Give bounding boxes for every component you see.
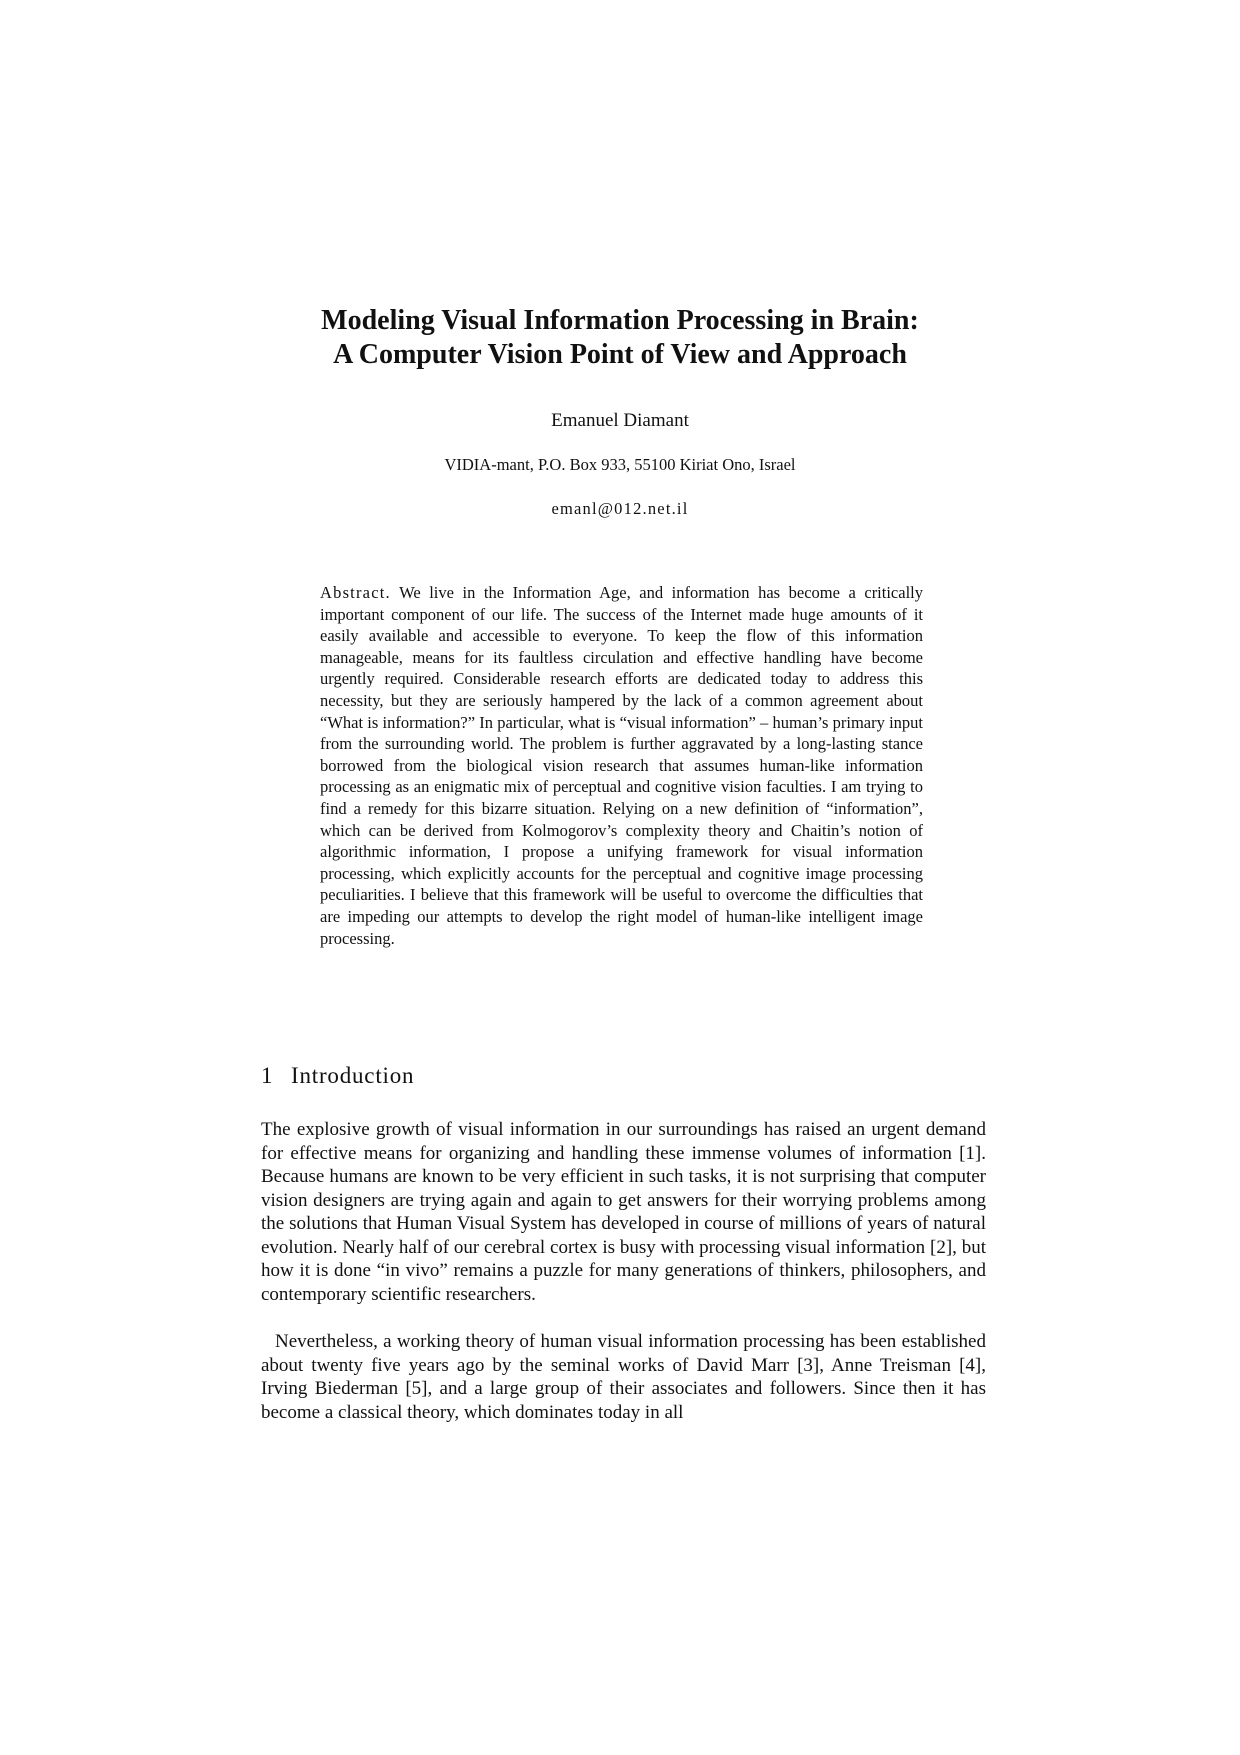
abstract-label: Abstract. <box>320 583 391 602</box>
author-email: emanl@012.net.il <box>551 499 689 518</box>
author-affiliation: VIDIA-mant, P.O. Box 933, 55100 Kiriat Ono, Israel <box>444 455 796 474</box>
paper-title-line-2: A Computer Vision Point of View and Approach <box>333 339 907 370</box>
paper-title-line-1: Modeling Visual Information Processing in Brain: <box>321 305 919 336</box>
abstract-text: We live in the Information Age, and information has become a critically important component of our life. The success of the Internet made huge amounts of it easily available and accessible to everyone. To keep the flow of this information manageable, means for its faultless circulation and effective handling have become urgently required. Considerable research efforts are dedicated today to address this necessity, but they are seriously hampered by the lack of a common agreement about “What is information?” In particular, what is “visual information” – human’s primary input from the surrounding world. The problem is further aggravated by a long-lasting stance borrowed from the biological vision research that assumes human-like information processing as an enigmatic mix of perceptual and cognitive vision faculties. I am trying to find a remedy for this bizarre situation. Relying on a new definition of “information”, which can be derived from Kolmogorov’s complexity theory and Chaitin’s notion of algorithmic information, I propose a unifying framework for visual information processing, which explicitly accounts for the perceptual and cognitive image processing peculiarities. I believe that this framework will be useful to overcome the difficulties that are impeding our attempts to develop the right model of human-like intelligent image processing. <box>320 583 924 948</box>
author-name: Emanuel Diamant <box>551 410 689 431</box>
paper-title <box>250 304 990 372</box>
section-title: Introduction <box>291 1063 415 1088</box>
abstract <box>320 582 923 949</box>
intro-paragraph-2: Nevertheless, a working theory of human visual information processing has been established about twenty five years ago by the seminal works of David Marr [3], Anne Treisman [4], Irving Biederman [5], and a large group of their associates and followers. Since then it has become a classical theory, which dominates today in all <box>261 1331 986 1423</box>
intro-paragraph-1: The explosive growth of visual information in our surroundings has raised an urgent demand for effective means for organizing and handling these immense volumes of information [1]. Because humans are known to be very efficient in such tasks, it is not surprising that computer vision designers are trying again and again to get answers for their worrying problems among the solutions that Human Visual System has developed in course of millions of years of natural evolution. Nearly half of our cerebral cortex is busy with processing visual information [2], but how it is done “in vivo” remains a puzzle for many generations of thinkers, philosophers, and contemporary scientific researchers. <box>261 1119 986 1305</box>
section-number: 1 <box>261 1063 273 1088</box>
section-heading-introduction <box>261 1062 414 1090</box>
